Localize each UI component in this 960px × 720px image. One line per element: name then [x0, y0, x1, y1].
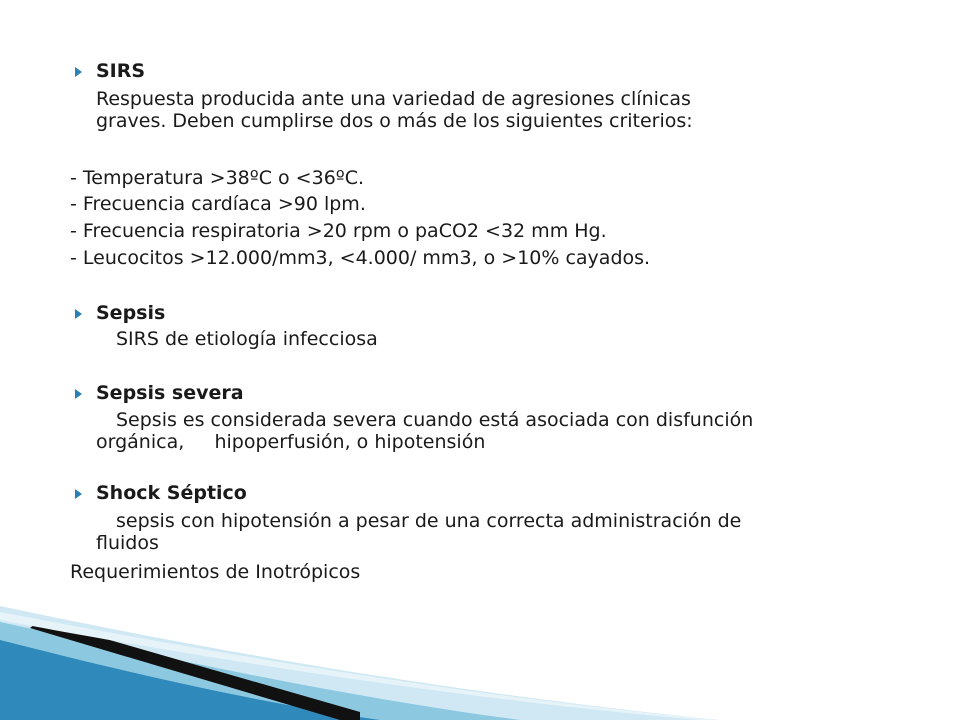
criteria-item: - Frecuencia cardíaca >90 lpm.	[70, 193, 366, 215]
shock-extra: Requerimientos de Inotrópicos	[70, 561, 361, 583]
sepsis-severa-desc-line2: orgánica, hipoperfusión, o hipotensión	[96, 431, 486, 453]
bullet-sepsis-severa-icon	[75, 389, 82, 399]
sepsis-desc: SIRS de etiología infecciosa	[116, 328, 378, 350]
criteria-item: - Frecuencia respiratoria >20 rpm o paCO2 <32 mm Hg.	[70, 220, 607, 242]
sirs-desc-line2: graves. Deben cumplirse dos o más de los siguientes criterios:	[96, 110, 693, 132]
bullet-sirs-icon	[75, 67, 82, 77]
shock-desc-line2: fluidos	[96, 532, 159, 554]
sepsis-severa-title: Sepsis severa	[96, 382, 244, 404]
sepsis-severa-desc-line1: Sepsis es considerada severa cuando está asociada con disfunción	[116, 409, 754, 431]
sepsis-title: Sepsis	[96, 302, 166, 324]
sirs-title: SIRS	[96, 60, 146, 82]
shock-desc-line1: sepsis con hipotensión a pesar de una correcta administración de	[116, 510, 742, 532]
sirs-desc-line1: Respuesta producida ante una variedad de agresiones clínicas	[96, 88, 691, 110]
bullet-shock-icon	[75, 489, 82, 499]
shock-title: Shock Séptico	[96, 482, 247, 504]
criteria-item: - Leucocitos >12.000/mm3, <4.000/ mm3, o >10% cayados.	[70, 247, 651, 269]
criteria-item: - Temperatura >38ºC o <36ºC.	[70, 167, 365, 189]
bullet-sepsis-icon	[75, 309, 82, 319]
